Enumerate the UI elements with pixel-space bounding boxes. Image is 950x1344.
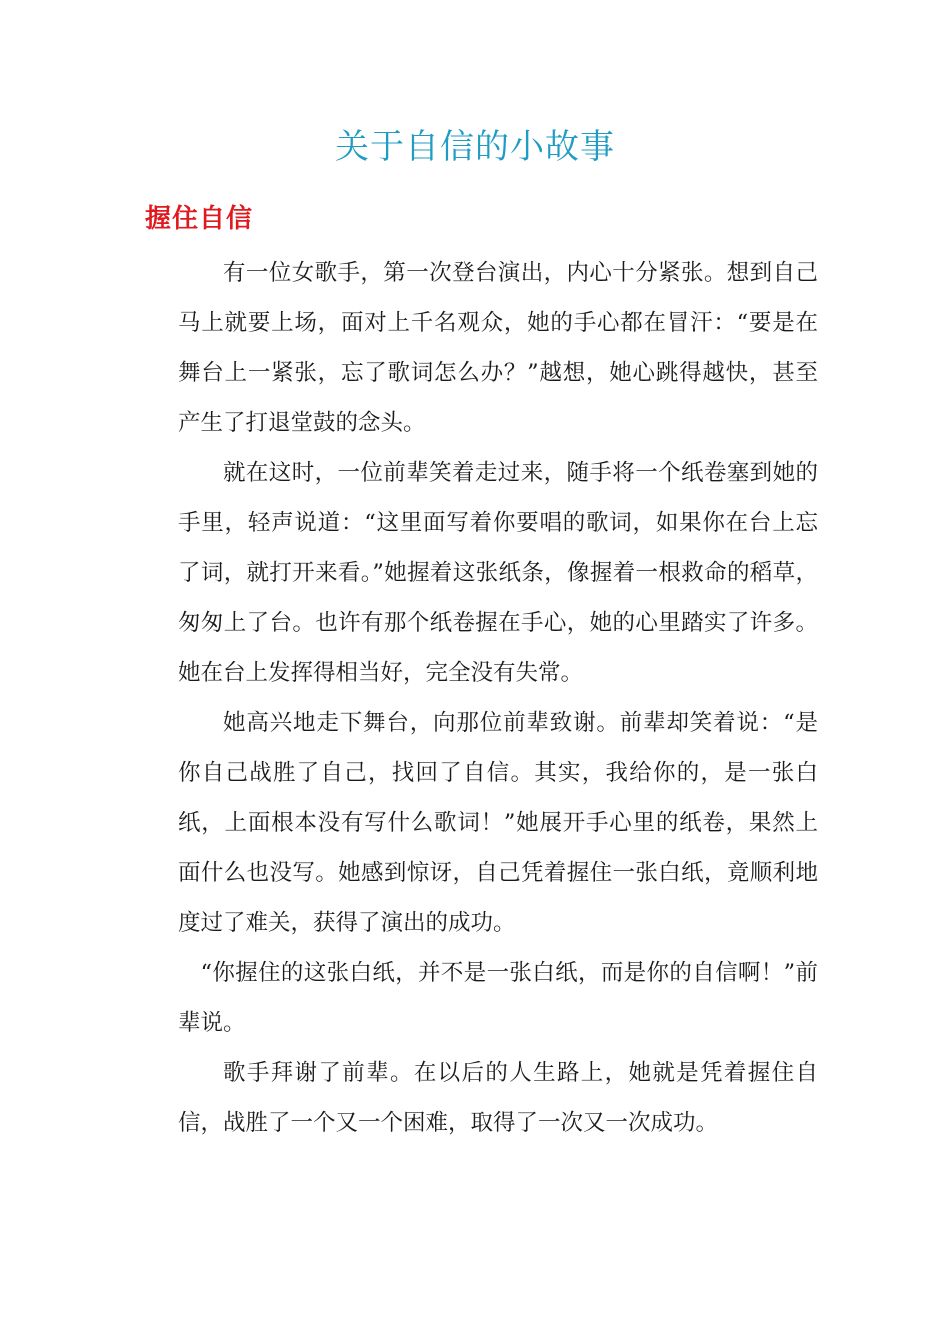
paragraph: “你握住的这张白纸，并不是一张白纸，而是你的自信啊！”前辈说。 xyxy=(178,960,818,1036)
paragraph: 有一位女歌手，第一次登台演出，内心十分紧张。想到自己马上就要上场，面对上千名观众，她的手心都在冒汗：“要是在舞台上一紧张，忘了歌词怎么办？”越想，她心跳得越快，甚至产生了打退堂鼓的念头。 xyxy=(178,260,818,436)
document-title: 关于自信的小故事 xyxy=(335,127,615,167)
paragraph: 就在这时，一位前辈笑着走过来，随手将一个纸卷塞到她的手里，轻声说道：“这里面写着你要唱的歌词，如果你在台上忘了词，就打开来看。”她握着这张纸条，像握着一根救命的稻草，匆匆上了台。也许有那个纸卷握在手心，她的心里踏实了许多。她在台上发挥得相当好，完全没有失常。 xyxy=(178,460,818,686)
paragraph: 歌手拜谢了前辈。在以后的人生路上，她就是凭着握住自信，战胜了一个又一个困难，取得了一次又一次成功。 xyxy=(178,1060,818,1136)
section-heading: 握住自信 xyxy=(145,204,254,234)
paragraph: 她高兴地走下舞台，向那位前辈致谢。前辈却笑着说：“是你自己战胜了自己，找回了自信。其实，我给你的，是一张白纸，上面根本没有写什么歌词！”她展开手心里的纸卷，果然上面什么也没写。她感到惊讶，自己凭着握住一张白纸，竟顺利地度过了难关，获得了演出的成功。 xyxy=(178,710,818,936)
story-body xyxy=(178,248,818,1148)
